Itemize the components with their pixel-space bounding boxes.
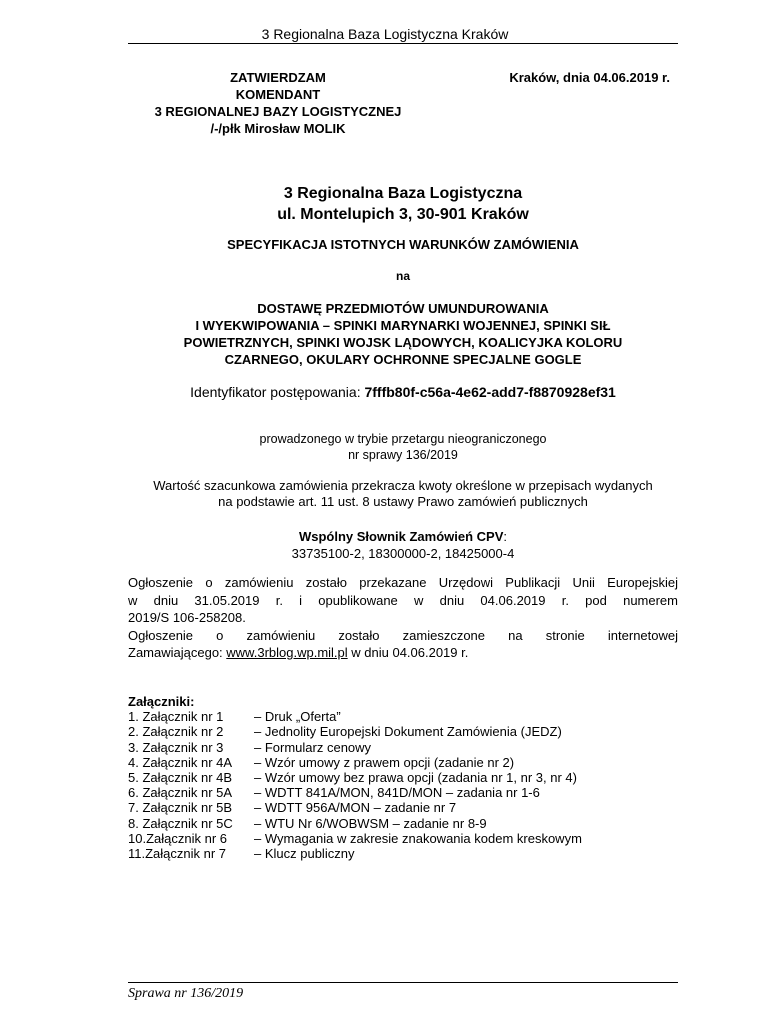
- estimated-value-line: Wartość szacunkowa zamówienia przekracza kwoty określone w przepisach wydanych: [153, 478, 653, 493]
- attachment-desc: – WDTT 956A/MON – zadanie nr 7: [254, 800, 457, 816]
- footer-case-number: Sprawa nr 136/2019: [128, 986, 244, 1001]
- approval-line: ZATWIERDZAM: [230, 70, 326, 85]
- spec-title: SPECYFIKACJA ISTOTNYCH WARUNKÓW ZAMÓWIENIA: [227, 237, 579, 252]
- subject-line: I WYEKWIPOWANIA – SPINKI MARYNARKI WOJENNEJ, SPINKI SIŁ: [195, 318, 611, 333]
- notice-line: 2019/S 106-258208.: [128, 610, 246, 625]
- attachments-title: Załączniki:: [128, 694, 195, 709]
- organization-block: [128, 183, 678, 225]
- approval-line: 3 REGIONALNEJ BAZY LOGISTYCZNEJ: [154, 104, 402, 119]
- attachment-desc: – Druk „Oferta”: [254, 709, 341, 725]
- cpv-label: Wspólny Słownik Zamówień CPV: [298, 529, 504, 544]
- document-date: Kraków, dnia 04.06.2019 r.: [509, 70, 670, 85]
- subject-line: POWIETRZNYCH, SPINKI WOJSK LĄDOWYCH, KOALICYJKA KOLORU: [183, 335, 623, 350]
- page-header-title: 3 Regionalna Baza Logistyczna Kraków: [261, 26, 509, 42]
- case-number-line: nr sprawy 136/2019: [348, 448, 458, 462]
- list-item: [128, 846, 678, 861]
- estimated-value: [128, 478, 678, 510]
- approval-block: [128, 69, 428, 137]
- identifier-label: Identyfikator postępowania:: [190, 384, 365, 400]
- attachment-label: 4. Załącznik nr 4A: [128, 754, 233, 770]
- footer-divider: [128, 982, 678, 983]
- na-label: na: [395, 269, 410, 283]
- attachment-label: 3. Załącznik nr 3: [128, 739, 224, 755]
- list-item: [128, 724, 678, 739]
- attachment-desc: – Wzór umowy z prawem opcji (zadanie nr 2): [254, 754, 515, 770]
- procedure-mode: [128, 431, 678, 463]
- organization-name: 3 Regionalna Baza Logistyczna: [283, 185, 523, 202]
- notice-line: Ogłoszenie o zamówieniu zostało zamieszczone na stronie internetowej: [128, 627, 678, 643]
- attachment-desc: – Jednolity Europejski Dokument Zamówienia (JEDZ): [254, 724, 562, 740]
- list-item: [128, 755, 678, 770]
- attachment-desc: – Wzór umowy bez prawa opcji (zadania nr 1, nr 3, nr 4): [254, 770, 577, 786]
- publication-notice: [128, 574, 678, 662]
- organization-address: ul. Montelupich 3, 30-901 Kraków: [277, 206, 529, 223]
- attachment-label: 7. Załącznik nr 5B: [128, 800, 233, 816]
- attachment-desc: – Klucz publiczny: [254, 846, 355, 862]
- subject-line: CZARNEGO, OKULARY OCHRONNE SPECJALNE GOGLE: [224, 352, 582, 367]
- cpv-colon: :: [503, 529, 508, 544]
- attachment-label: 2. Załącznik nr 2: [128, 724, 224, 740]
- notice-prefix: Zamawiającego:: [128, 645, 227, 660]
- attachment-desc: – WTU Nr 6/WOBWSM – zadanie nr 8-9: [254, 815, 487, 831]
- list-item: [128, 816, 678, 831]
- identifier-line: [128, 384, 678, 400]
- approval-line: KOMENDANT: [235, 87, 321, 102]
- attachment-label: 11.Załącznik nr 7: [128, 846, 227, 862]
- attachment-label: 1. Załącznik nr 1: [128, 709, 224, 725]
- estimated-value-line: na podstawie art. 11 ust. 8 ustawy Prawo zamówień publicznych: [218, 494, 588, 509]
- identifier-value: 7fffb80f-c56a-4e62-add7-f8870928ef31: [364, 384, 616, 400]
- subject-line: DOSTAWĘ PRZEDMIOTÓW UMUNDUROWANIA: [257, 301, 549, 316]
- notice-line: w dniu 31.05.2019 r. i opublikowane w dniu 04.06.2019 r. pod numerem: [128, 592, 678, 608]
- approval-line: /-/płk Mirosław MOLIK: [210, 121, 346, 136]
- attachments-list: [128, 694, 678, 861]
- attachment-label: 8. Załącznik nr 5C: [128, 815, 233, 831]
- list-item: [128, 800, 678, 815]
- cpv-block: [128, 528, 678, 562]
- website-link[interactable]: www.3rblog.wp.mil.pl: [226, 645, 348, 660]
- notice-suffix: w dniu 04.06.2019 r.: [347, 645, 469, 660]
- list-item: [128, 785, 678, 800]
- list-item: [128, 709, 678, 724]
- header-divider: [128, 43, 678, 44]
- list-item: [128, 740, 678, 755]
- notice-line: [128, 644, 678, 662]
- subject-block: [128, 300, 678, 368]
- attachment-label: 6. Załącznik nr 5A: [128, 785, 233, 801]
- cpv-codes: 33735100-2, 18300000-2, 18425000-4: [291, 546, 515, 561]
- attachment-desc: – Wymagania w zakresie znakowania kodem kreskowym: [254, 830, 582, 846]
- notice-line: Ogłoszenie o zamówieniu zostało przekazane Urzędowi Publikacji Unii Europejskiej: [128, 575, 678, 590]
- list-item: [128, 831, 678, 846]
- attachment-desc: – Formularz cenowy: [254, 739, 372, 755]
- list-item: [128, 770, 678, 785]
- attachment-desc: – WDTT 841A/MON, 841D/MON – zadania nr 1-6: [254, 785, 540, 801]
- attachment-label: 5. Załącznik nr 4B: [128, 770, 233, 786]
- procedure-mode-line: prowadzonego w trybie przetargu nieograniczonego: [259, 432, 547, 446]
- attachment-label: 10.Załącznik nr 6: [128, 830, 227, 846]
